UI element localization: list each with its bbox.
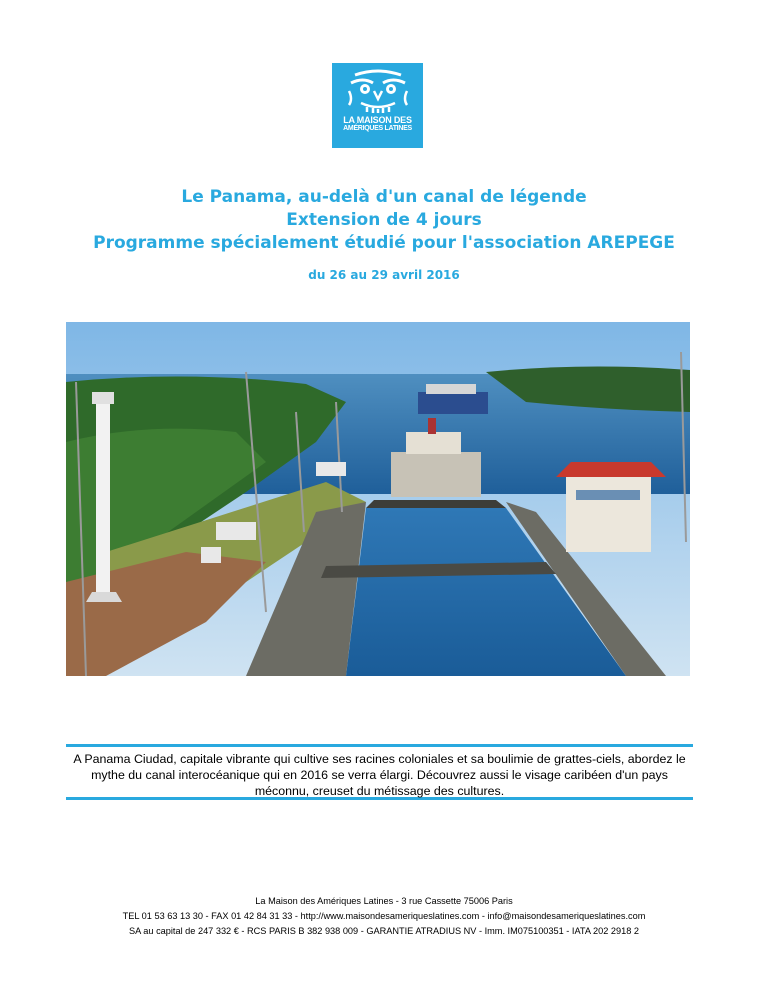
title-block — [0, 186, 768, 295]
page-title: Le Panama, au-delà d'un canal de légende — [181, 187, 587, 207]
program-title: Programme spécialement étudié pour l'association AREPEGE — [93, 233, 675, 253]
mask-emblem-icon — [347, 69, 409, 113]
footer-contact: TEL 01 53 63 13 30 - FAX 01 42 84 31 33 - http://www.maisondesameriqueslatines.com - info@maisondesameriqueslatines.com — [122, 911, 646, 921]
trip-dates: du 26 au 29 avril 2016 — [308, 268, 460, 282]
footer-legal: SA au capital de 247 332 € - RCS PARIS B 382 938 009 - GARANTIE ATRADIUS NV - Imm. IM075100351 - IATA 202 2918 2 — [129, 926, 639, 936]
logo-text-line2: AMÉRIQUES LATINES — [343, 125, 412, 132]
company-logo — [332, 63, 423, 148]
panama-canal-photo — [66, 322, 690, 676]
footer-address: La Maison des Amériques Latines - 3 rue Cassette 75006 Paris — [255, 896, 513, 906]
page-subtitle: Extension de 4 jours — [286, 210, 482, 230]
company-footer — [0, 894, 768, 939]
logo-text-line1: LA MAISON DES — [343, 115, 412, 125]
intro-paragraph: A Panama Ciudad, capitale vibrante qui cultive ses racines coloniales et sa boulimie de grattes-ciels, abordez le mythe du canal interocéanique qui en 2016 se verra élargi. Découvrez aussi le visage caribéen d'un pays méconnu, creuset du métissage des cultures. — [66, 744, 693, 800]
